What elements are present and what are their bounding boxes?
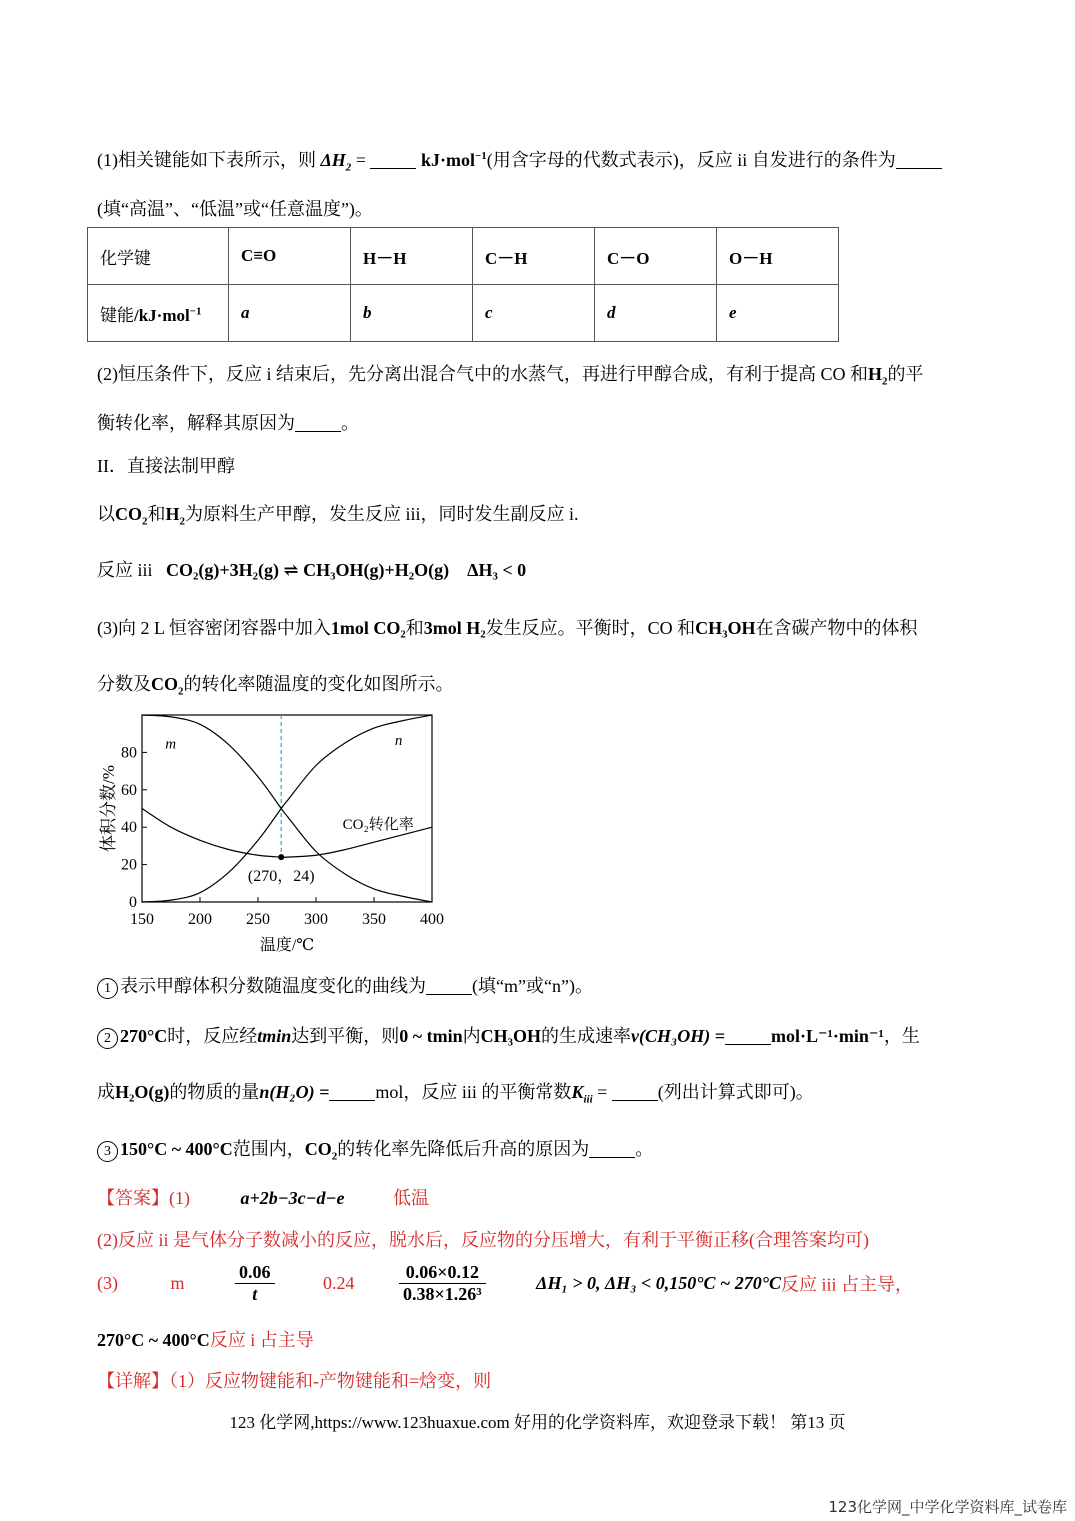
sub2-line2: 成H₂O(g)的物质的量n(H₂O) = mol，反应 iii 的平衡常数$K_{iii}$ = (列出计算式即可)。 bbox=[97, 1082, 814, 1106]
x-tick-label: 250 bbox=[246, 911, 270, 928]
reaction-equation: CO₂(g)+3H₂(g) ⇌ CH₃OH(g)+H₂O(g) bbox=[166, 560, 450, 580]
answer-blank bbox=[725, 1026, 771, 1045]
volume-fraction-chart bbox=[90, 705, 460, 960]
x-axis-label: 温度/℃ bbox=[259, 937, 315, 954]
q1-mid: (用含字母的代数式表示)，反应 ii 自发进行的条件为 bbox=[486, 150, 896, 170]
x-tick-label: 150 bbox=[130, 911, 154, 928]
delta-h2: $\Delta H_2$ bbox=[320, 150, 352, 174]
series-label-co2: CO₂转化率 bbox=[342, 817, 414, 834]
circled-number: 1 bbox=[97, 978, 118, 999]
answer-line1: 【答案】(1) a+2b−3c−d−e 低温 bbox=[97, 1188, 429, 1208]
answer-amount: 0.24 bbox=[323, 1273, 355, 1293]
q1-line2: (填“高温”、“低温”或“任意温度”)。 bbox=[97, 199, 373, 219]
answer-curve: m bbox=[170, 1273, 185, 1293]
sub3-line: 3 150°C ~ 400°C范围内，$CO_2$的转化率先降低后升高的原因为 。 bbox=[97, 1135, 653, 1163]
answer-blank bbox=[426, 976, 472, 995]
table-row bbox=[88, 285, 839, 342]
y-tick-label: 0 bbox=[129, 894, 137, 911]
q2-line2: 衡转化率，解释其原因为 。 bbox=[97, 413, 359, 433]
y-tick-label: 80 bbox=[121, 744, 137, 762]
detail-label: 【详解】 bbox=[97, 1371, 169, 1391]
x-tick-label: 300 bbox=[304, 911, 328, 928]
x-tick-label: 200 bbox=[188, 911, 212, 928]
circled-number: 2 bbox=[97, 1028, 118, 1049]
table-cell: H－H bbox=[351, 228, 473, 285]
table-cell: C≡O bbox=[229, 228, 351, 285]
watermark: 123化学网_中学化学资料库_试卷库 bbox=[828, 1498, 1067, 1516]
reaction-iii: 反应 iii CO₂(g)+3H₂(g) ⇌ CH₃OH(g)+H₂O(g) ΔH₃ < 0 bbox=[97, 560, 527, 580]
answer-fraction-k: $\frac{0.06\times 0.12}{\text{0.38×1.26³}}$ bbox=[399, 1262, 486, 1305]
q1-unit: kJ·mol$^{-1}$ bbox=[420, 150, 487, 170]
q2-line1: (2)恒压条件下，反应 i 结束后，先分离出混合气中的水蒸气，再进行甲醇合成，有利于提高 CO 和$H_2$的平 bbox=[97, 364, 924, 388]
q3-line2: 分数及$CO_2$的转化率随温度的变化如图所示。 bbox=[97, 674, 454, 698]
x-tick-label: 350 bbox=[362, 911, 386, 928]
answer-expression: a+2b−3c−d−e bbox=[240, 1188, 345, 1208]
sub2-line1: 2 270°C时，反应经tmin达到平衡，则0 ~ tmin内CH₃OH的生成速率v(CH₃OH) = mol·L⁻¹·min⁻¹，生 bbox=[97, 1022, 920, 1049]
y-tick-label: 60 bbox=[121, 781, 137, 799]
answer-blank bbox=[329, 1082, 375, 1101]
reaction-enthalpy: ΔH₃ < 0 bbox=[467, 560, 527, 580]
series-label-m: m bbox=[165, 736, 177, 753]
x-tick-label: 400 bbox=[420, 911, 444, 928]
table-cell: e bbox=[717, 285, 839, 342]
answer-blank bbox=[295, 413, 341, 432]
table-cell: a bbox=[229, 285, 351, 342]
answer-line3: (3) m $\frac{0.06}{t}$ 0.24 $\frac{0.06\times 0.12}{\text{0.38×1.26³}}$ ΔH₁ > 0, ΔH₃ < 0,150°C ~ 270°C反应 iii 占主导， bbox=[97, 1262, 913, 1304]
answer-blank bbox=[896, 150, 942, 169]
annotation-point bbox=[278, 854, 284, 860]
y-tick-label: 40 bbox=[121, 819, 137, 837]
circled-number: 3 bbox=[97, 1141, 118, 1162]
q3-line1: (3)向 2 L 恒容密闭容器中加入1mol CO₂和3mol H₂发生反应。平衡时，CO 和CH₃OH在含碳产物中的体积 bbox=[97, 618, 918, 638]
table-cell: C－H bbox=[473, 228, 595, 285]
sub1-line: 1 表示甲醇体积分数随温度变化的曲线为 (填“m”或“n”)。 bbox=[97, 972, 593, 999]
table-row bbox=[88, 228, 839, 285]
section-intro: 以$CO_2$和$H_2$为原料生产甲醇，发生反应 iii，同时发生副反应 i. bbox=[97, 504, 579, 528]
table-energy-label: 键能/kJ·mol$^{-1}$ bbox=[88, 285, 229, 342]
answer-line5: 270°C ~ 400°C反应 i 占主导 bbox=[97, 1330, 314, 1350]
table-cell: c bbox=[473, 285, 595, 342]
table-cell: C－O bbox=[595, 228, 717, 285]
answer-condition: 低温 bbox=[392, 1188, 429, 1208]
answer-line2: (2)反应 ii 是气体分子数减小的反应，脱水后，反应物的分压增大，有利于平衡正移(合理答案均可) bbox=[97, 1230, 869, 1250]
q1-line1 bbox=[97, 146, 942, 174]
page-footer: 123 化学网,https://www.123huaxue.com 好用的化学资料库，欢迎登录下载！ 第13 页 bbox=[229, 1413, 846, 1432]
q1-equals: = bbox=[355, 150, 366, 170]
table-header-label: 化学键 bbox=[88, 228, 229, 285]
q1-prefix: (1)相关键能如下表所示，则 bbox=[97, 150, 316, 170]
section-title: II．直接法制甲醇 bbox=[97, 456, 235, 476]
answer-fraction-rate: $\frac{0.06}{t}$ bbox=[235, 1262, 275, 1305]
table-cell: b bbox=[351, 285, 473, 342]
answer-blank bbox=[612, 1082, 658, 1101]
detail-line: 【详解】（1）反应物键能和-产物键能和=焓变，则 bbox=[97, 1371, 492, 1391]
answer-blank bbox=[370, 150, 416, 169]
y-axis-label: 体积分数/% bbox=[99, 765, 118, 852]
answer-label: 【答案】 bbox=[97, 1188, 169, 1208]
table-cell: d bbox=[595, 285, 717, 342]
answer-blank bbox=[589, 1139, 635, 1158]
series-label-n: n bbox=[394, 732, 403, 749]
y-tick-label: 20 bbox=[121, 856, 137, 874]
annotation-label: (270，24) bbox=[247, 868, 315, 886]
bond-energy-table bbox=[87, 227, 839, 342]
table-cell: O－H bbox=[717, 228, 839, 285]
